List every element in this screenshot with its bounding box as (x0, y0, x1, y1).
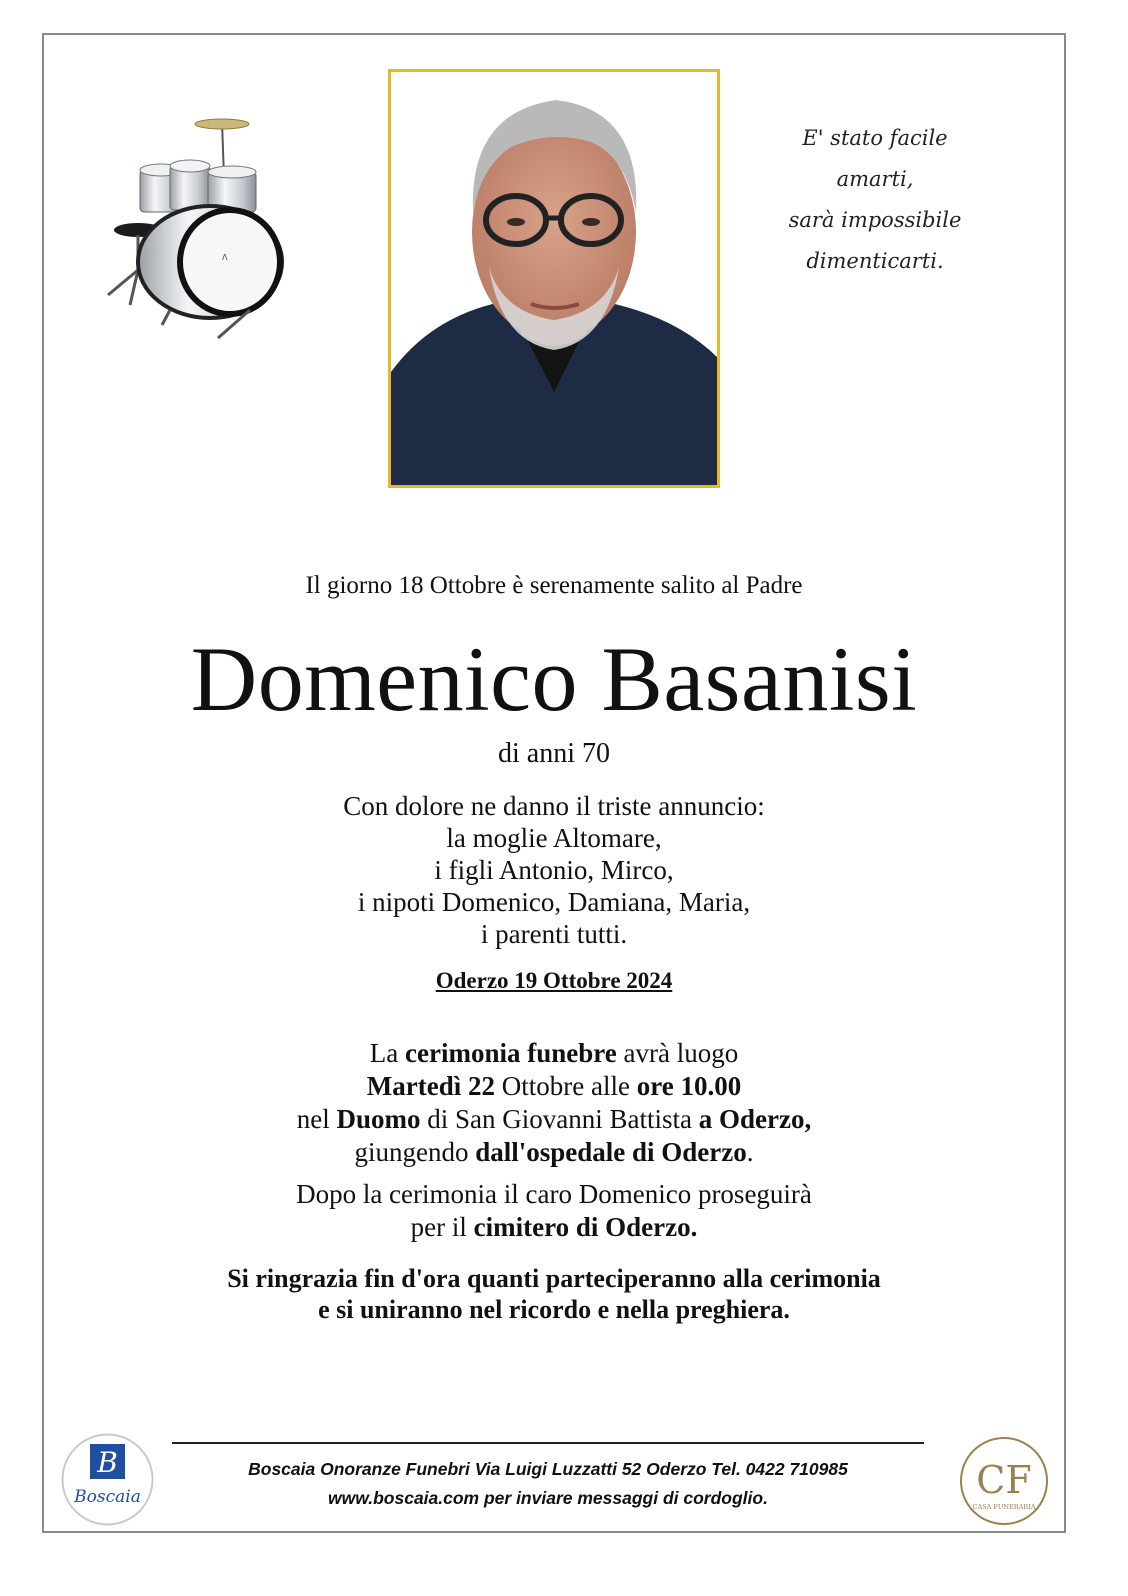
family-line: la moglie Altomare, (446, 823, 662, 853)
ceremony-line (42, 1037, 1066, 1070)
poem-line: sarà impossibile (788, 208, 962, 232)
text-run: di San Giovanni Battista (420, 1104, 699, 1134)
ceremony-info (42, 1037, 1066, 1169)
thanks-line: e si uniranno nel ricordo e nella preghiera. (318, 1295, 790, 1324)
poem-line: E' stato facile (802, 126, 948, 150)
family-line: i nipoti Domenico, Damiana, Maria, (357, 887, 751, 917)
text-run-bold: ore 10.00 (636, 1071, 742, 1101)
family-line: Con dolore ne danno il triste annuncio: (343, 791, 765, 821)
text-run-bold: cerimonia funebre (405, 1038, 617, 1068)
ceremony-line (42, 1070, 1066, 1103)
boscaia-wordmark: Boscaia (74, 1487, 141, 1507)
thanks-text (42, 1263, 1066, 1325)
text-run-bold: cimitero di Oderzo. (473, 1212, 698, 1242)
text-run: per il (410, 1212, 474, 1242)
intro-text: Il giorno 18 Ottobre è serenamente salito al Padre (305, 572, 803, 599)
poem-line: amarti, (836, 167, 914, 191)
text-run: avrà luogo (616, 1038, 739, 1068)
thanks-line: Si ringrazia fin d'ora quanti parteciperanno alla cerimonia (227, 1264, 881, 1293)
family-line: i figli Antonio, Mirco, (434, 855, 674, 885)
ceremony-line (42, 1103, 1066, 1136)
casa-monogram: CF (976, 1458, 1032, 1502)
drum-kit-icon (100, 110, 290, 345)
portrait-photo (388, 69, 720, 488)
text-run-bold: Duomo (336, 1104, 421, 1134)
boscaia-logo (60, 1432, 155, 1527)
text-run-bold: dall'ospedale di Oderzo (475, 1137, 747, 1167)
deceased-name: Domenico Basanisi (190, 628, 918, 730)
after-ceremony-info (42, 1178, 1066, 1244)
text-run-bold: a Oderzo, (698, 1104, 812, 1134)
casa-funeraria-logo (958, 1435, 1050, 1527)
after-line: Dopo la cerimonia il caro Domenico proseguirà (296, 1179, 812, 1209)
poem (760, 118, 990, 282)
casa-wordmark: CASA FUNERARIA (972, 1503, 1036, 1511)
boscaia-monogram: B (97, 1446, 118, 1479)
place-date: Oderzo 19 Ottobre 2024 (435, 968, 673, 993)
footer-contact (172, 1455, 924, 1513)
footer-website[interactable]: www.boscaia.com per inviare messaggi di cordoglio. (328, 1488, 768, 1508)
svg-text:Λ: Λ (222, 253, 228, 262)
poem-line: dimenticarti. (806, 249, 944, 273)
footer-address: Boscaia Onoranze Funebri Via Luigi Luzzatti 52 Oderzo Tel. 0422 710985 (248, 1459, 848, 1479)
text-run: nel (296, 1104, 337, 1134)
text-run: Ottobre alle (495, 1071, 637, 1101)
text-run: La (369, 1038, 406, 1068)
text-run: . (746, 1137, 754, 1167)
after-line (42, 1211, 1066, 1244)
text-run: giungendo (354, 1137, 476, 1167)
age-text: di anni 70 (498, 738, 610, 769)
ceremony-line (42, 1136, 1066, 1169)
text-run-bold: Martedì 22 (366, 1071, 496, 1101)
family-line: i parenti tutti. (480, 919, 628, 949)
footer-divider (172, 1442, 924, 1444)
family-list (42, 790, 1066, 950)
